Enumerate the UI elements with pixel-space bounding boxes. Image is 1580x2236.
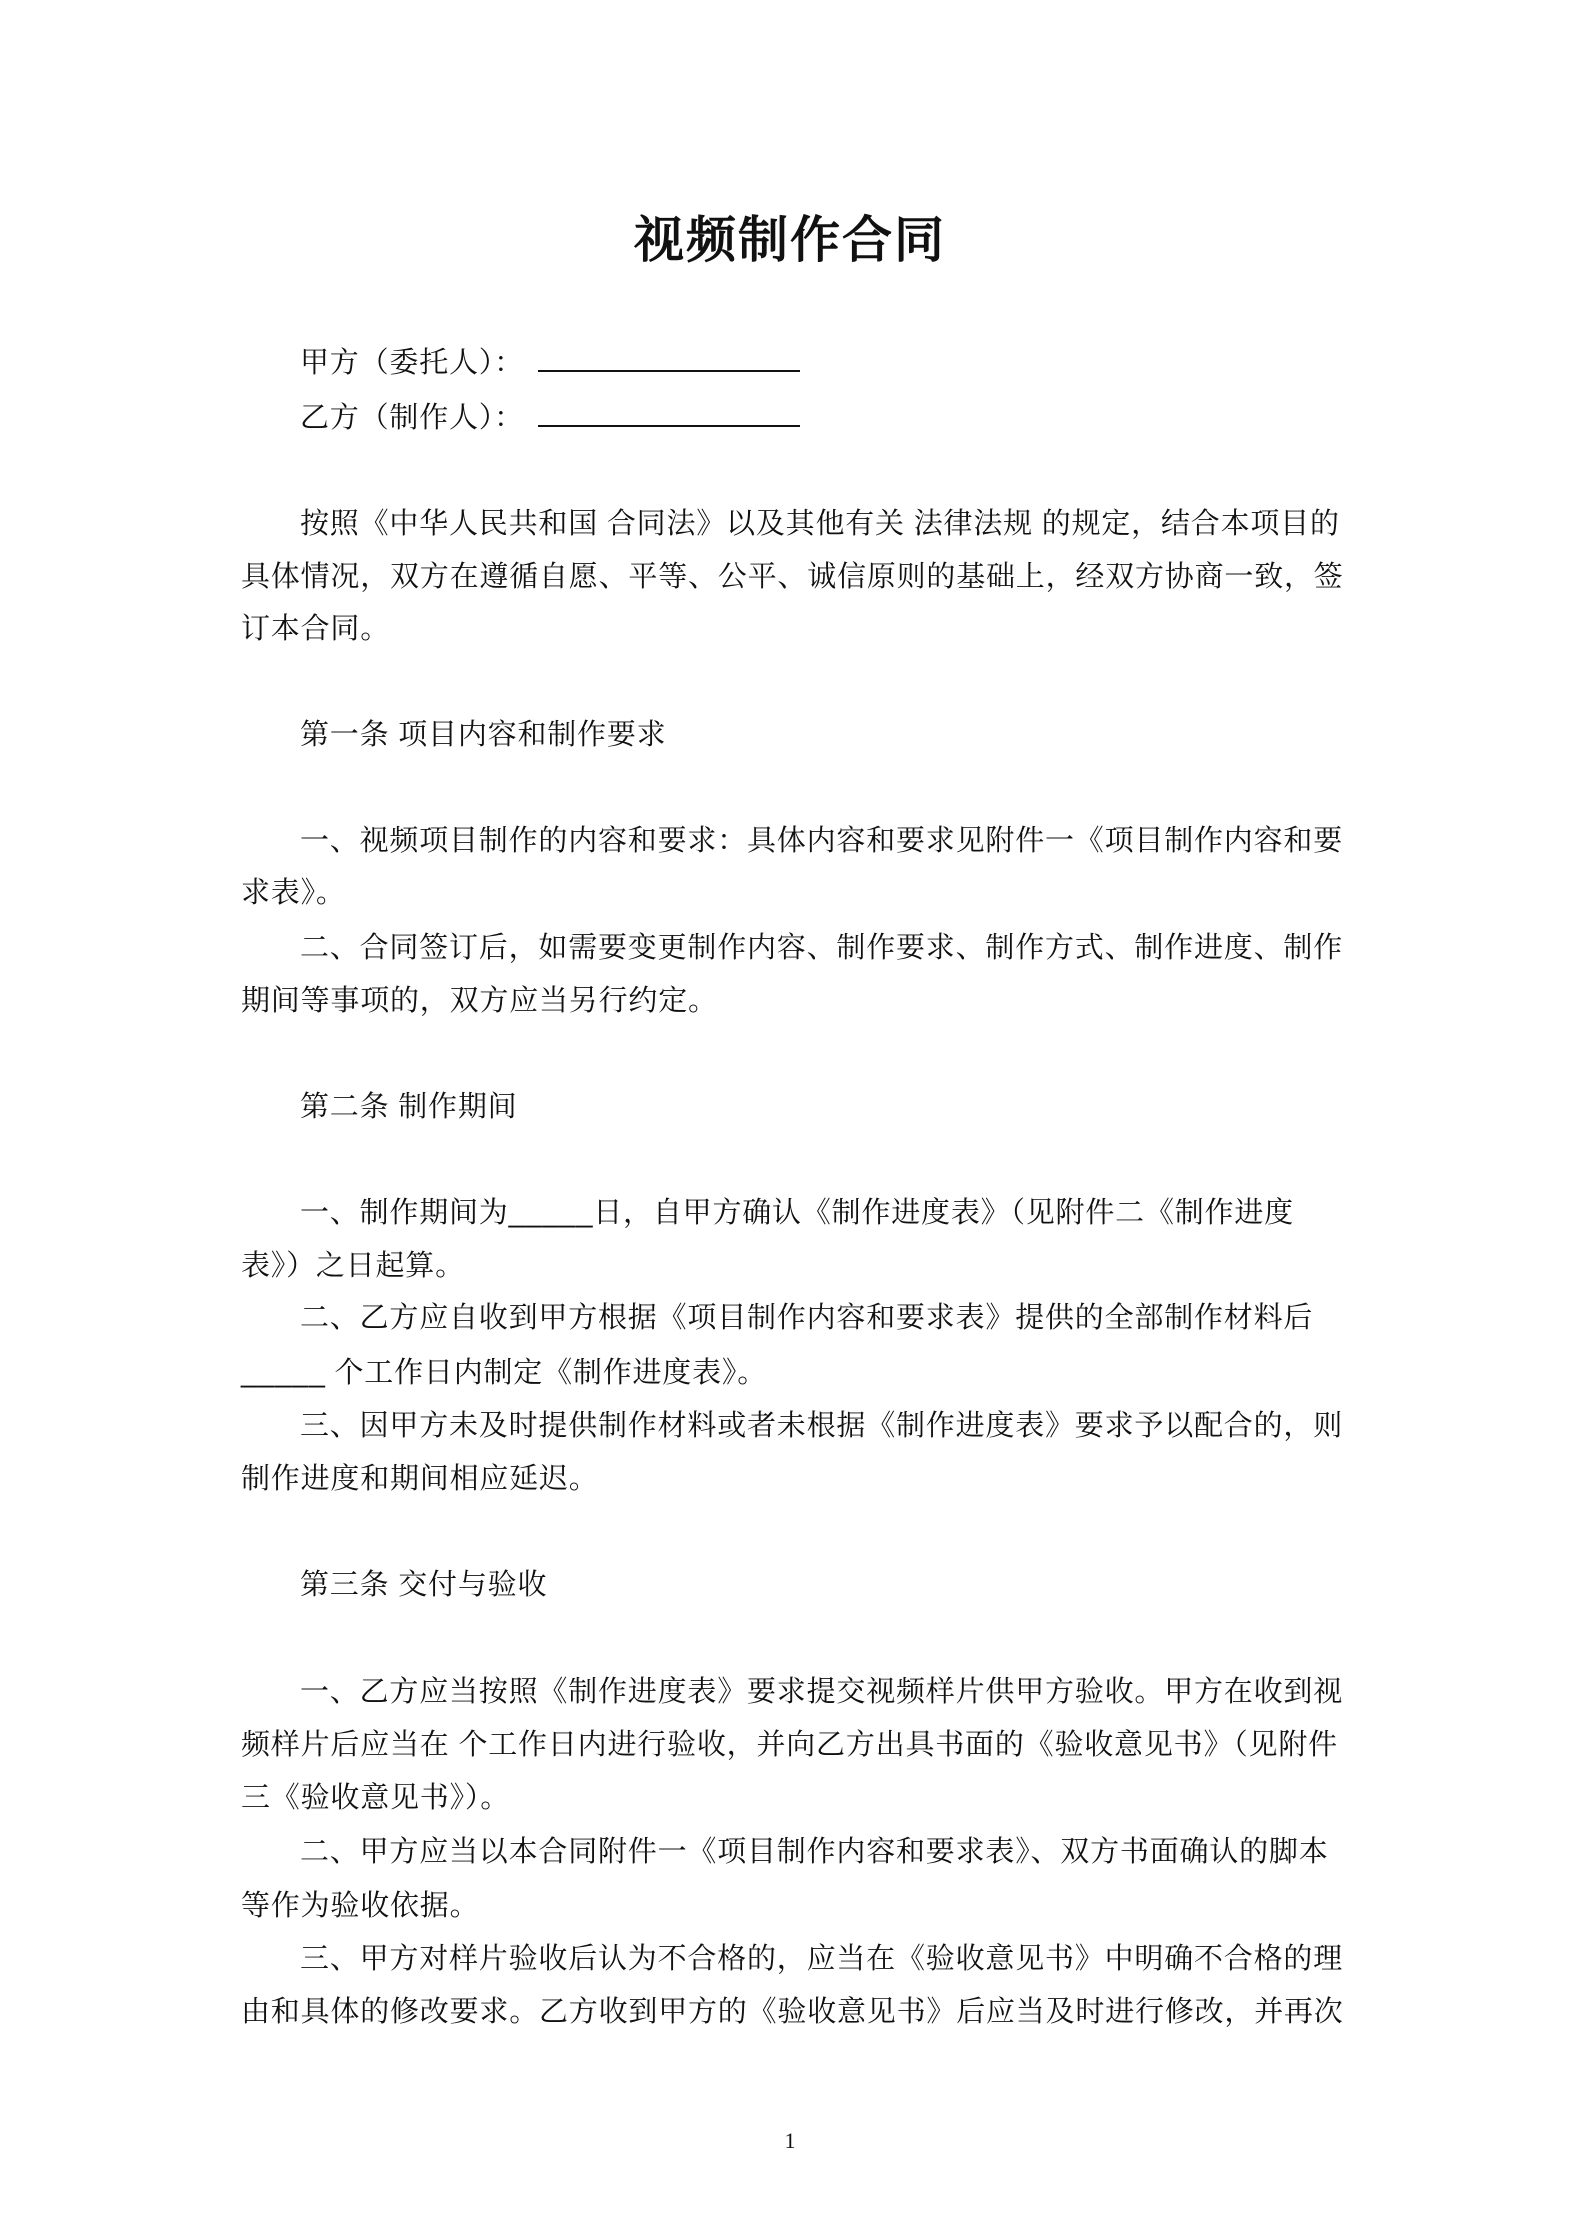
clause-line: 频样片后应当在 个工作日内进行验收，并向乙方出具书面的《验收意见书》（见附件 xyxy=(241,1729,1338,1761)
article-heading: 第二条 制作期间 xyxy=(300,1091,518,1123)
party-b-label: 乙方（制作人）： xyxy=(300,402,524,434)
clause-line: 一、乙方应当按照《制作进度表》要求提交视频样片供甲方验收。甲方在收到视 xyxy=(300,1676,1344,1708)
clause-line: 二、甲方应当以本合同附件一《项目制作内容和要求表》、双方书面确认的脚本 xyxy=(300,1836,1329,1868)
clause-line: 三《验收意见书》）。 xyxy=(241,1782,511,1814)
party-a-label: 甲方（委托人）： xyxy=(300,347,524,379)
party-b-blank xyxy=(538,401,800,427)
clause-line: 期间等事项的，双方应当另行约定。 xyxy=(241,985,718,1017)
clause-line: 二、乙方应自收到甲方根据《项目制作内容和要求表》提供的全部制作材料后 xyxy=(300,1302,1314,1334)
clause-line: 制作进度和期间相应延迟。 xyxy=(241,1463,599,1495)
clause-line: 一、视频项目制作的内容和要求：具体内容和要求见附件一《项目制作内容和要 xyxy=(300,825,1344,857)
clause-line: 三、甲方对样片验收后认为不合格的，应当在《验收意见书》中明确不合格的理 xyxy=(300,1943,1344,1975)
clause-line: 表》）之日起算。 xyxy=(241,1250,465,1282)
clause-line: 求表》。 xyxy=(241,877,346,909)
clause-line: 一、制作期间为_____日，自甲方确认《制作进度表》（见附件二《制作进度 xyxy=(300,1197,1294,1229)
preamble-line: 订本合同。 xyxy=(241,613,391,645)
article-heading: 第一条 项目内容和制作要求 xyxy=(300,719,667,751)
preamble-line: 具体情况，双方在遵循自愿、平等、公平、诚信原则的基础上，经双方协商一致，签 xyxy=(241,561,1344,593)
document-title: 视频制作合同 xyxy=(634,212,946,268)
clause-line: 二、合同签订后，如需要变更制作内容、制作要求、制作方式、制作进度、制作 xyxy=(300,932,1344,964)
clause-line: 等作为验收依据。 xyxy=(241,1890,480,1922)
party-a-line xyxy=(300,345,800,381)
party-b-line xyxy=(300,400,800,436)
clause-line: 由和具体的修改要求。乙方收到甲方的《验收意见书》后应当及时进行修改，并再次 xyxy=(241,1996,1344,2028)
preamble-line: 按照《中华人民共和国 合同法》以及其他有关 法律法规 的规定，结合本项目的 xyxy=(300,508,1340,540)
clause-line: _____ 个工作日内制定《制作进度表》。 xyxy=(241,1357,767,1389)
party-a-blank xyxy=(538,346,800,372)
page-number: 1 xyxy=(784,2128,796,2153)
article-heading: 第三条 交付与验收 xyxy=(300,1569,548,1601)
clause-line: 三、因甲方未及时提供制作材料或者未根据《制作进度表》要求予以配合的，则 xyxy=(300,1410,1344,1442)
